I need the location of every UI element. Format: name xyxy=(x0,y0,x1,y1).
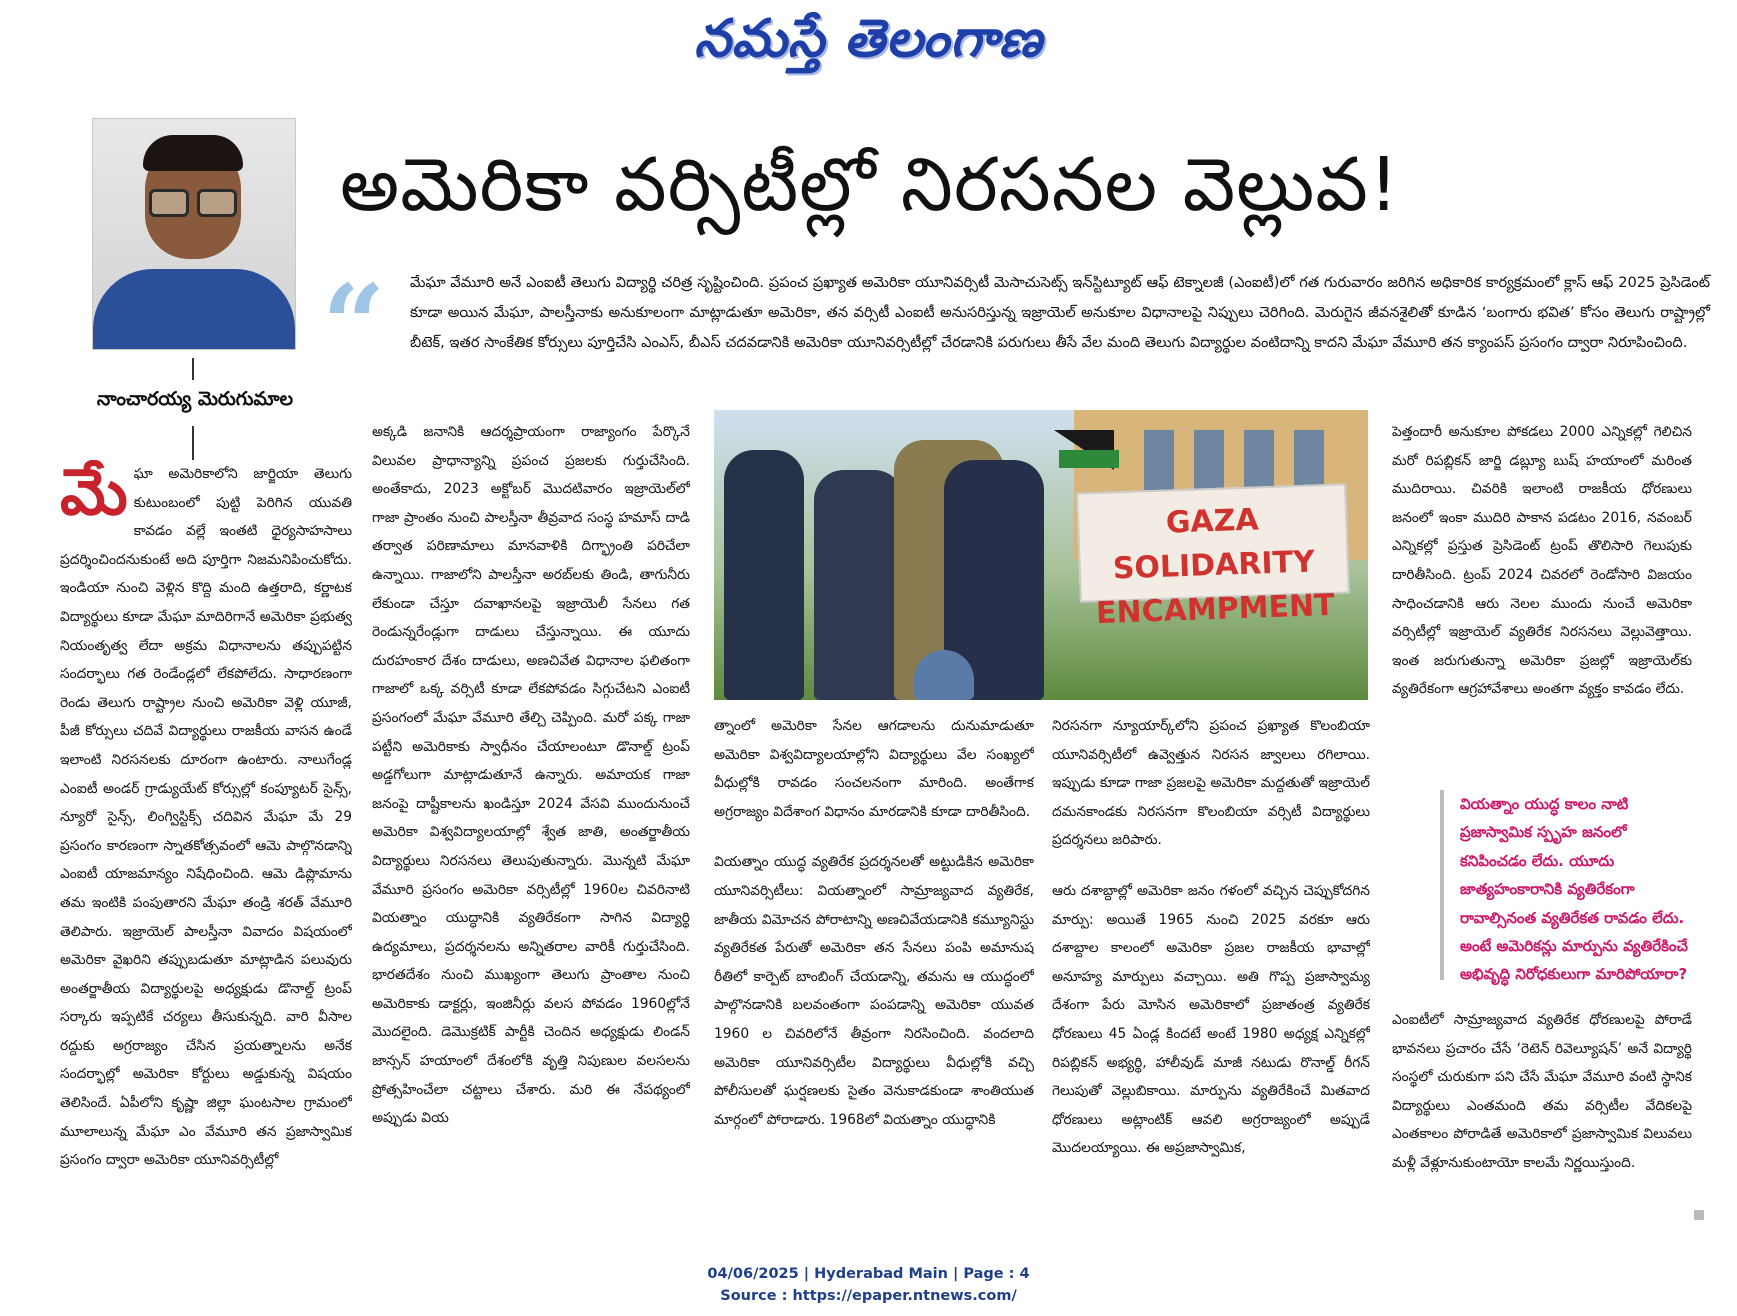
column-1 xyxy=(60,460,352,1230)
column-5-paragraph-2: ఎంఐటీలో సామ్రాజ్యవాద వ్యతిరేక ధోరణులపై పోరాడే భావనలు ప్రచారం చేసే ‘రెటెన్ రివెల్యూషన్’ అనే విద్యార్థి సంస్థలో చురుకుగా పని చేసే మేఘా వేమూరి వంటి స్థానిక విద్యార్థులు ఎంతమంది తమ వర్సిటీల వేదికలపై ఎంతకాలం పోరాడితే అమెరికాలో ప్రజాస్వామిక విలువలు మళ్లీ వేళ్లూనుకుంటాయో కాలమే నిర్ణయిస్తుంది. xyxy=(1392,1012,1692,1171)
quote-mark-icon: “ xyxy=(322,260,386,389)
column-1-text: ఘా అమెరికాలోని జార్జియా తెలుగు కుటుంబంలో పుట్టి పెరిగిన యువతి కావడం వల్లే ఇంతటి ధైర్యసాహసాలు ప్రదర్శించిందనుకుంటే అది పూర్తిగా నిజమనిపించుకోదు. ఇండియా నుంచి వెళ్లిన కొద్ది మంది ఉత్తరాది, కర్ణాటక విద్యార్థులు కూడా మేఘా మాదిరిగానే అమెరికా ప్రభుత్వ నియంతృత్వ లేదా అక్రమ విధానాలను తప్పుపట్టిన సందర్భాలు గత రెండేండ్లలో లేకపోలేదు. సాధారణంగా రెండు తెలుగు రాష్ట్రాల నుంచి అమెరికా వెళ్లి యూజీ, పీజీ కోర్సులు చదివే విద్యార్థులు రాజకీయ వాసన ఉండే ఇలాంటి నిరసనలకు దూరంగా ఉంటారు. నాలుగేండ్ల ఎంఐటీ అండర్ గ్రాడ్యుయేట్ కోర్సుల్లో కంప్యూటర్ సైన్స్, న్యూరో సైన్స్, లింగ్విస్టిక్స్ చదివిన మేఘా మే 29 ప్రసంగం కారణంగా స్నాతకోత్సవంలో ఆమె పాల్గొనడాన్ని ఎంఐటీ యాజమాన్యం నిషేధించింది. ఆమె డిప్లొమాను తమ ఇంటికి పంపుతారని మేఘా తండ్రి శరత్ వేమూరి తెలిపారు. ఇజ్రాయెల్ పాలస్తీనా వివాదం విషయంలో అమెరికా వైఖరిని తప్పుబడుతూ మాట్లాడిన పలువురు అంతర్జాతీయ విద్యార్థులపై అధ్యక్షుడు డొనాల్డ్ ట్రంప్ సర్కారు ఇప్పటికే చర్యలు తీసుకున్నది. వారి వీసాల రద్దుకు అగ్రరాజ్యం చేసిన ప్రయత్నాలను అనేక సందర్భాల్లో అమెరికా కోర్టులు అడ్డుకున్న విషయం తెలిసిందే. ఏపీలోని కృష్ణా జిల్లా ఘంటసాల గ్రామంలో మూలాలున్న మేఘా ఎం వేమూరి తన ప్రజాస్వామిక ప్రసంగం ద్వారా అమెరికా యూనివర్సిటీల్లో xyxy=(60,466,352,1169)
column-4-paragraph-2: ఆరు దశాబ్దాల్లో అమెరికా జనం గళంలో వచ్చిన చెప్పుకోదగిన మార్పు: అయితే 1965 నుంచి 2025 వరకూ ఆరు దశాబ్దాల కాలంలో అమెరికా ప్రజల రాజకీయ భావాల్లో అనూహ్య మార్పులు వచ్చాయి. అతి గొప్ప ప్రజాస్వామ్య దేశంగా పేరు మోసిన అమెరికాలో ప్రజాతంత్ర వ్యతిరేక ధోరణులు 45 ఏండ్ల కిందటే అంటే 1980 అధ్యక్ష ఎన్నికల్లో రిపబ్లికన్ అభ్యర్థి, హాలీవుడ్ మాజీ నటుడు రొనాల్డ్ రీగన్ గెలుపుతో వెల్లుబికాయి. మార్పును వ్యతిరేకించే మితవాద ధోరణులు అట్లాంటిక్ ఆవలి అగ్రరాజ్యంలో అప్పుడే మొదలయ్యాయి. ఈ అప్రజాస్వామిక, xyxy=(1052,882,1370,1157)
masthead-logo: నమస్తే తెలంగాణ xyxy=(694,8,1043,69)
footer-source-link[interactable]: Source : https://epaper.ntnews.com/ xyxy=(720,1288,1017,1304)
column-3-paragraph-1: త్నాంలో అమెరికా సేనల ఆగడాలను దునుమాడుతూ అమెరికా విశ్వవిద్యాలయాల్లోని విద్యార్థులు వేల సంఖ్యలో వీధుల్లోకి రావడం సంచలనంగా మారింది. అంతేగాక అగ్రరాజ్యం విదేశాంగ విధానం మారడానికి కూడా దారితీసింది. xyxy=(714,718,1034,820)
column-4-paragraph-1: నిరసనగా న్యూయార్క్‌లోని ప్రపంచ ప్రఖ్యాత కొలంబియా యూనివర్సిటీలో ఉవ్వెత్తున నిరసన జ్వాలలు రగిలాయి. ఇప్పుడు కూడా గాజా ప్రజలపై అమెరికా మద్దతుతో ఇజ్రాయెల్ దమనకాండకు నిరసనగా కొలంబియా వర్సిటీ విద్యార్థులు ప్రదర్శనలు జరిపారు. xyxy=(1052,718,1370,849)
drop-cap: మే xyxy=(60,460,128,530)
author-rule-bottom xyxy=(192,426,194,460)
author-name: నాంచారయ్య మెరుగుమాల xyxy=(96,388,294,410)
column-5-paragraph-1: పెత్తందారీ అనుకూల పోకడలు 2000 ఎన్నికల్లో గెలిచిన మరో రిపబ్లికన్ జార్జి డబ్ల్యూ బుష్ హయాంలో మరింత ముదిరాయి. చివరికి ఇలాంటి రాజకీయ ధోరణులు జనంలో ఇంకా ముదిరి పాకాన పడటం 2016, నవంబర్ ఎన్నికల్లో ప్రస్తుత ప్రెసిడెంట్ ట్రంప్ తొలిసారి గెలుపుకు దారితీసింది. ట్రంప్ 2024 చివరలో రెండోసారి విజయం సాధించడానికి ఆరు నెలల ముందు నుంచే అమెరికా వర్సిటీల్లో ఇజ్రాయెల్ వ్యతిరేక నిరసనలు వెల్లువెత్తాయి. ఇంత జరుగుతున్నా అమెరికా ప్రజల్లో ఇజ్రాయెల్‌కు వ్యతిరేకంగా ఆగ్రహావేశాలు అంతగా వ్యక్తం కావడం లేదు. xyxy=(1392,424,1692,698)
pullquote-bar xyxy=(1440,790,1444,980)
pullquote: వియత్నాం యుద్ధ కాలం నాటి ప్రజాస్వామిక స్పృహ జనంలో కనిపించడం లేదు. యూదు జాత్యహంకారానికి వ్యతిరేకంగా రావాల్సినంత వ్యతిరేకత రావడం లేదు. అంటే అమెరికన్లు మార్పును వ్యతిరేకించే అభివృద్ధి నిరోధకులుగా మారిపోయారా? xyxy=(1460,795,1688,984)
author-rule-top xyxy=(192,358,194,380)
column-3-paragraph-2: వియత్నాం యుద్ధ వ్యతిరేక ప్రదర్శనలతో అట్టుడికిన అమెరికా యూనివర్సిటీలు: వియత్నాంలో సామ్రాజ్యవాద వ్యతిరేక, జాతీయ విమోచన పోరాటాన్ని అణచివేయడానికి కమ్యూనిస్టు వ్యతిరేకత పేరుతో అమెరికా తన సేనలు పంపి అమానుష రీతిలో కార్పెట్ బాంబింగ్ చేయడాన్ని, తమను ఆ యుద్ధంలో పాల్గొనడానికి బలవంతంగా పంపడాన్ని అమెరికా యువత 1960 ల చివరిలోనే తీవ్రంగా నిరసించింది. వందలాది అమెరికా యూనివర్సిటీల విద్యార్థులు వీధుల్లోకి వచ్చి పోలీసులతో ఘర్షణలకు సైతం వెనుకాడకుండా శాంతియుత మార్గంలో పోరాడారు. 1968లో వియత్నాం యుద్ధానికి xyxy=(714,854,1034,1128)
protest-photo xyxy=(714,410,1368,700)
column-4 xyxy=(1052,712,1370,1232)
column-3 xyxy=(714,712,1034,1232)
footer xyxy=(0,1263,1737,1307)
end-marker-icon xyxy=(1694,1210,1704,1220)
photo-banner: GAZA SOLIDARITY ENCAMPMENT xyxy=(1076,483,1350,602)
headline: అమెరికా వర్సిటీల్లో నిరసనల వెల్లువ! xyxy=(340,142,1400,228)
column-5-bottom xyxy=(1392,1006,1692,1232)
column-2-text: అక్కడి జనానికి ఆదర్శప్రాయంగా రాజ్యాంగం పేర్కొనే విలువల ప్రాధాన్యాన్ని ప్రపంచ ప్రజలకు గుర్తుచేసింది. అంతేకాదు, 2023 అక్టోబర్ మొదటివారం ఇజ్రాయెల్‌లో గాజా ప్రాంతం నుంచి పాలస్తీనా తీవ్రవాద సంస్థ హమాస్ దాడి తర్వాత పరిణామాలు మానవాళికి దిగ్భ్రాంతి పరిచేలా ఉన్నాయి. గాజాలోని పాలస్తీనా అరబ్‌లకు తిండి, తాగునీరు లేకుండా చేస్తూ దవాఖానలపై ఇజ్రాయెలీ సేనలు గత రెండున్నరేండ్లుగా దాడులు చేస్తున్నాయి. ఈ యూదు దురహంకార దేశం దాడులు, అణచివేత విధానాల ఫలితంగా గాజాలో ఒక్క వర్సిటీ కూడా లేకపోవడం సిగ్గుచేటని ఎంఐటీ ప్రసంగంలో మేఘా వేమూరి తేల్చి చెప్పింది. మరో పక్క గాజా పట్టీని అమెరికాకు స్వాధీనం చేయాలంటూ డొనాల్డ్ ట్రంప్ అడ్డగోలుగా మాట్లాడుతూనే ఉన్నారు. అమాయక గాజా జనంపై దాష్టీకాలను ఖండిస్తూ 2024 వేసవి ముందునుంచే అమెరికా విశ్వవిద్యాలయాల్లో శ్వేత జాతి, అంతర్జాతీయ విద్యార్థులు నిరసనలు తెలుపుతున్నారు. మొన్నటి మేఘా వేమూరి ప్రసంగం అమెరికా వర్సిటీల్లో 1960ల చివరినాటి వియత్నాం యుద్ధానికి వ్యతిరేకంగా సాగిన విద్యార్థి ఉద్యమాలు, ప్రదర్శనలను అన్నితరాల వారికీ గుర్తుచేసింది. భారతదేశం నుంచి ముఖ్యంగా తెలుగు ప్రాంతాల నుంచి అమెరికాకు డాక్టర్లు, ఇంజినీర్లు వలస పోవడం 1960ల్లోనే మొదలైంది. డెమొక్రటిక్ పార్టీకి చెందిన అధ్యక్షుడు లిండన్ జాన్సన్ హయాంలో దేశంలోకి వృత్తి నిపుణుల వలసలను ప్రోత్సహించేలా చట్టాలు చేశారు. మరి ఈ నేపథ్యంలో అప్పుడు వియ xyxy=(372,424,690,1127)
author-photo xyxy=(92,118,296,350)
column-2 xyxy=(372,418,690,1230)
column-5-top xyxy=(1392,418,1692,748)
footer-date-page: 04/06/2025 | Hyderabad Main | Page : 4 xyxy=(707,1266,1030,1282)
intro-paragraph: మేఘా వేమూరి అనే ఎంఐటీ తెలుగు విద్యార్థి చరిత్ర సృష్టించింది. ప్రపంచ ప్రఖ్యాత అమెరికా యూనివర్సిటీ మెసాచుసెట్స్ ఇన్‌స్టిట్యూట్ ఆఫ్ టెక్నాలజీ (ఎంఐటీ)లో గత గురువారం జరిగిన అధికారిక కార్యక్రమంలో క్లాస్ ఆఫ్ 2025 ప్రెసిడెంట్ కూడా అయిన మేఘా, పాలస్తీనాకు అనుకూలంగా మాట్లాడుతూ అమెరికా, తన వర్సిటీ ఎంఐటీ అనుసరిస్తున్న ఇజ్రాయెల్ అనుకూల విధానాలపై నిప్పులు చెరిగింది. మెరుగైన జీవనశైలితో కూడిన ‘బంగారు భవిత’ కోసం తెలుగు రాష్ట్రాల్లో బీటెక్, ఇతర సాంకేతిక కోర్సులు పూర్తిచేసి ఎంఎస్, బీఎస్ చదవడానికి అమెరికా యూనివర్సిటీల్లో చేరడానికి పరుగులు తీసే వేల మంది తెలుగు విద్యార్థుల వంటిదాన్ని కాదని మేఘా వేమూరి తన క్యాంపస్ ప్రసంగం ద్వారా నిరూపించింది. xyxy=(410,274,1710,351)
